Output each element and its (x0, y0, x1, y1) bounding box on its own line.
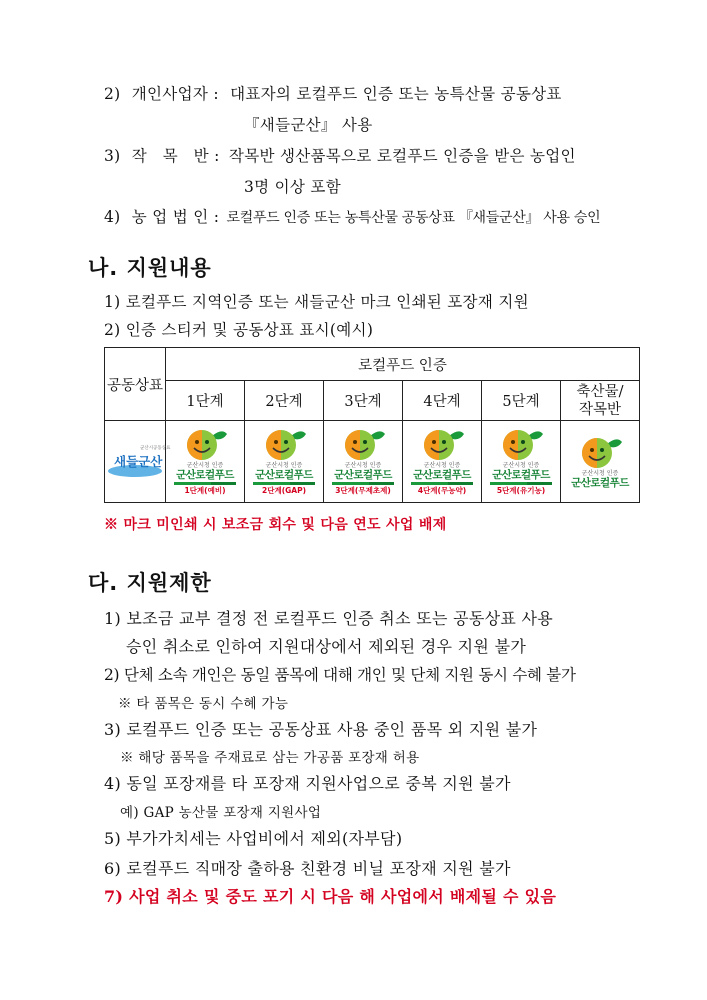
mark-cell (482, 421, 561, 503)
restriction-6: 6) 로컬푸드 직매장 출하용 친환경 비닐 포장재 지원 불가 (104, 859, 511, 878)
mark-cell (324, 421, 403, 503)
local-food-mark (166, 426, 244, 495)
stage-header: 3단계 (324, 381, 403, 421)
smiley-leaf-icon (419, 426, 465, 462)
local-food-mark (324, 426, 402, 495)
mark-bar (490, 482, 552, 485)
mark-bar (253, 482, 315, 485)
certification-mark-table (104, 347, 640, 503)
mark-note: ※ 마크 미인쇄 시 보조금 회수 및 다음 연도 사업 배제 (104, 517, 447, 533)
item-text: 작목반 생산품목으로 로컬푸드 인증을 받은 농업인 (228, 147, 576, 165)
mark-sub-text: 군산시청 인증 (581, 469, 619, 477)
smiley-leaf-icon (182, 426, 228, 462)
support-item-2: 2) 인증 스티커 및 공동상표 표시(예시) (104, 321, 374, 339)
eligibility-item-3-cont: 3명 이상 포함 (244, 178, 341, 196)
mark-brand-text: 군산로컬푸드 (176, 469, 234, 481)
mark-cell (245, 421, 324, 503)
item-number: 4) (104, 208, 121, 226)
mark-bar (174, 482, 236, 485)
stage-header: 4단계 (403, 381, 482, 421)
restriction-2: 2) 단체 소속 개인은 동일 품목에 대해 개인 및 단체 지원 동시 수혜 불가 (104, 666, 576, 684)
eligibility-item-2 (104, 82, 562, 104)
local-food-mark (561, 434, 639, 489)
item-number: 2) (104, 85, 121, 103)
item-label: 농 업 법 인 : (131, 208, 220, 226)
item-text: 로컬푸드 인증 또는 농특산물 공동상표 『새들군산』 사용 승인 (226, 210, 601, 226)
local-food-mark (245, 426, 323, 495)
stage-header: 축산물/ 작목반 (561, 381, 640, 421)
stage-header: 2단계 (245, 381, 324, 421)
eligibility-item-3 (104, 144, 576, 166)
mark-bar (411, 482, 473, 485)
support-item-1: 1) 로컬푸드 지역인증 또는 새들군산 마크 인쇄된 포장재 지원 (104, 293, 529, 311)
mark-brand-text: 군산로컬푸드 (413, 469, 471, 481)
mark-brand-text: 군산로컬푸드 (492, 469, 550, 481)
section-heading-support-content: 나. 지원내용 (88, 256, 212, 280)
local-food-mark (403, 426, 481, 495)
restriction-1: 1) 보조금 교부 결정 전 로컬푸드 인증 취소 또는 공동상표 사용 (104, 609, 554, 628)
mark-level-text: 3단계(무제초제) (335, 486, 391, 495)
local-food-mark (482, 426, 560, 495)
mark-sub-text: 군산시청 인증 (502, 462, 540, 469)
mark-level-text: 4단계(무농약) (417, 486, 467, 495)
restriction-4: 4) 동일 포장재를 타 포장재 지원사업으로 중복 지원 불가 (104, 774, 511, 793)
eligibility-item-4 (104, 205, 600, 227)
mark-sub-text: 군산시청 인증 (265, 462, 303, 469)
mark-sub-text: 군산시청 인증 (344, 462, 382, 469)
mark-level-text: 2단계(GAP) (261, 486, 307, 495)
eligibility-item-2-cont: 『새들군산』 사용 (244, 116, 373, 134)
restriction-4-example: 예) GAP 농산물 포장재 지원사업 (120, 805, 322, 821)
smiley-leaf-icon (340, 426, 386, 462)
header-local-food: 로컬푸드 인증 (166, 348, 640, 381)
stage-header: 5단계 (482, 381, 561, 421)
smiley-leaf-icon (577, 434, 623, 470)
mark-brand-text: 군산로컬푸드 (255, 469, 313, 481)
logo-text: 새들군산 (114, 453, 163, 469)
header-brand: 공동상표 (105, 348, 166, 421)
mark-sub-text: 군산시청 인증 (186, 462, 224, 469)
smiley-leaf-icon (498, 426, 544, 462)
restriction-5: 5) 부가가치세는 사업비에서 제외(자부담) (104, 829, 403, 848)
logo-small-text: 군산시공동상표 (140, 445, 171, 451)
item-text: 대표자의 로컬푸드 인증 또는 농특산물 공동상표 (230, 85, 562, 103)
mark-cell (561, 421, 640, 503)
mark-bar (332, 482, 394, 485)
mark-level-text: 1단계(예비) (184, 486, 226, 495)
item-label: 개인사업자 : (131, 85, 219, 103)
restriction-2-note: ※ 타 품목은 동시 수혜 가능 (118, 696, 289, 712)
mark-brand-text: 군산로컬푸드 (334, 469, 392, 481)
item-label: 작 목 반 : (131, 147, 220, 165)
stage-header: 1단계 (166, 381, 245, 421)
restriction-3: 3) 로컬푸드 인증 또는 공동상표 사용 중인 품목 외 지원 불가 (104, 720, 538, 739)
mark-brand-text: 군산로컬푸드 (571, 476, 629, 489)
item-number: 3) (104, 147, 121, 165)
saedeul-gunsan-logo (106, 440, 171, 484)
smiley-leaf-icon (261, 426, 307, 462)
mark-sub-text: 군산시청 인증 (423, 462, 461, 469)
restriction-7: 7) 사업 취소 및 중도 포기 시 다음 해 사업에서 배제될 수 있음 (104, 887, 557, 906)
brand-logo-cell (105, 421, 171, 503)
mark-level-text: 5단계(유기농) (496, 486, 546, 495)
section-heading-support-restrictions: 다. 지원제한 (88, 571, 212, 595)
restriction-3-note: ※ 해당 품목을 주재료로 삼는 가공품 포장재 허용 (120, 750, 420, 766)
mark-cell (403, 421, 482, 503)
restriction-1-cont: 승인 취소로 인하여 지원대상에서 제외된 경우 지원 불가 (126, 637, 527, 656)
mark-cell (166, 421, 245, 503)
